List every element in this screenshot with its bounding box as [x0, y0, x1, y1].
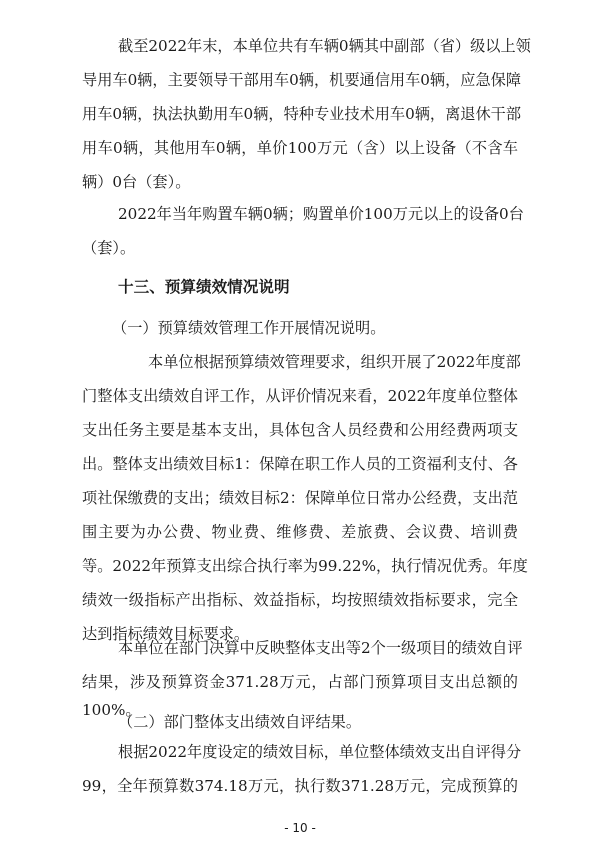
text-line	[0, 165, 600, 199]
text-line	[0, 481, 600, 515]
text-line	[0, 63, 600, 97]
paragraph-text: 100%。	[82, 701, 141, 719]
paragraph-text: 用车0辆，其他用车0辆，单价100万元（含）以上设备（不含车	[82, 139, 518, 157]
paragraph-text: 截至2022年末，本单位共有车辆0辆其中副部（省）级以上领	[118, 37, 531, 55]
paragraph-text: 达到指标绩效目标要求。	[82, 625, 250, 643]
text-line	[0, 345, 600, 379]
paragraph-text: 支出任务主要是基本支出，具体包含人员经费和公用经费两项支	[82, 421, 518, 439]
paragraph-text: 根据2022年度设定的绩效目标，单位整体绩效支出自评得分	[118, 743, 522, 761]
page-number: - 10 -	[284, 821, 316, 835]
text-line	[0, 447, 600, 481]
paragraph-text: （套）。	[82, 239, 136, 257]
text-line	[0, 549, 600, 583]
paragraph-text: 本单位根据预算绩效管理要求，组织开展了2022年度部	[148, 353, 521, 371]
paragraph-text: 出。整体支出绩效目标1：保障在职工作人员的工资福利支付、各	[82, 455, 518, 473]
section-heading	[0, 270, 600, 304]
subsection-heading-text: （一）预算绩效管理工作开展情况说明。	[112, 319, 386, 337]
text-line	[0, 131, 600, 165]
paragraph-text: 2022年当年购置车辆0辆；购置单价100万元以上的设备0台	[118, 205, 524, 223]
text-line	[0, 583, 600, 617]
text-line	[0, 231, 600, 265]
paragraph-text: 99，全年预算数374.18万元，执行数371.28万元，完成预算的	[82, 777, 518, 795]
paragraph-text: 结果，涉及预算资金371.28万元，占部门预算项目支出总额的	[82, 673, 518, 691]
text-line	[0, 97, 600, 131]
paragraph-text: 辆）0台（套）。	[82, 173, 191, 191]
paragraph-text: 项社保缴费的支出；绩效目标2：保障单位日常办公经费，支出范	[82, 489, 518, 507]
text-line	[0, 631, 600, 665]
text-line	[0, 413, 600, 447]
subsection-heading	[0, 705, 600, 739]
paragraph-text: 导用车0辆，主要领导干部用车0辆，机要通信用车0辆，应急保障	[82, 71, 522, 89]
subsection-heading-text: （二）部门整体支出绩效自评结果。	[118, 713, 361, 731]
paragraph-text: 用车0辆，执法执勤用车0辆，特种专业技术用车0辆，离退休干部	[82, 105, 522, 123]
text-line	[0, 379, 600, 413]
text-line	[0, 515, 600, 549]
paragraph-text: 门整体支出绩效自评工作，从评价情况来看，2022年度单位整体	[82, 387, 518, 405]
subsection-heading	[0, 311, 600, 345]
text-line	[0, 769, 600, 803]
text-line	[0, 29, 600, 63]
section-heading-text: 十三、预算绩效情况说明	[118, 278, 290, 296]
paragraph-text: 围主要为办公费、物业费、维修费、差旅费、会议费、培训费	[82, 523, 518, 541]
paragraph-text: 本单位在部门决算中反映整体支出等2个一级项目的绩效自评	[118, 639, 523, 657]
paragraph-text: 等。2022年预算支出综合执行率为99.22%，执行情况优秀。年度	[82, 557, 528, 575]
paragraph-text: 绩效一级指标产出指标、效益指标，均按照绩效指标要求，完全	[82, 591, 518, 609]
text-line	[0, 735, 600, 769]
text-line	[0, 197, 600, 231]
